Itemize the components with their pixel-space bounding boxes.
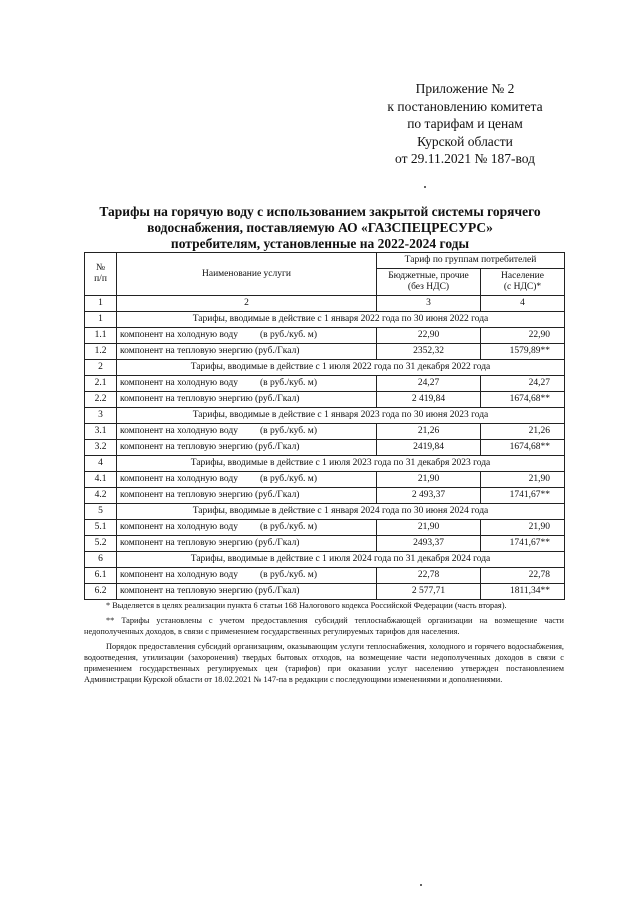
population-tariff: 1579,89** xyxy=(481,344,565,360)
service-cell xyxy=(117,520,377,536)
row-num: 1.1 xyxy=(85,328,117,344)
header-group xyxy=(377,253,565,269)
service-name: компонент на холодную воду xyxy=(120,378,238,388)
appendix-line: от 29.11.2021 № 187-вод xyxy=(395,151,535,166)
tariff-row xyxy=(85,488,565,504)
title-line: потребителям, установленные на 2022-2024 годы xyxy=(170,236,470,251)
row-num: 4.2 xyxy=(85,488,117,504)
header-num-label: № п/п xyxy=(94,263,107,284)
document-title xyxy=(70,204,570,252)
service-name: компонент на холодную воду xyxy=(120,522,238,532)
service-name: компонент на тепловую энергию (руб./Гкал) xyxy=(120,346,300,356)
tariff-table xyxy=(84,252,565,600)
service-cell xyxy=(117,472,377,488)
service-cell xyxy=(117,424,377,440)
service-cell xyxy=(117,584,377,600)
budget-tariff: 2 493,37 xyxy=(377,488,481,504)
service-name: компонент на тепловую энергию (руб./Гкал) xyxy=(120,490,300,500)
service-unit: (в руб./куб. м) xyxy=(260,378,317,388)
tariff-row xyxy=(85,520,565,536)
service-name: компонент на тепловую энергию (руб./Гкал) xyxy=(120,394,300,404)
index-cell: 2 xyxy=(117,296,377,312)
row-num: 6.1 xyxy=(85,568,117,584)
service-cell xyxy=(117,328,377,344)
service-cell xyxy=(117,376,377,392)
service-name: компонент на тепловую энергию (руб./Гкал) xyxy=(120,586,300,596)
population-tariff: 1741,67** xyxy=(481,536,565,552)
period-row xyxy=(85,312,565,328)
row-num: 3.2 xyxy=(85,440,117,456)
row-num: 2.2 xyxy=(85,392,117,408)
row-num: 2.1 xyxy=(85,376,117,392)
population-tariff: 1741,67** xyxy=(481,488,565,504)
appendix-block xyxy=(350,80,580,168)
tariff-row xyxy=(85,328,565,344)
appendix-line: к постановлению комитета xyxy=(387,98,543,114)
row-num: 5.2 xyxy=(85,536,117,552)
service-name: компонент на тепловую энергию (руб./Гкал) xyxy=(120,538,300,548)
tariff-row xyxy=(85,472,565,488)
period-title: Тарифы, вводимые в действие с 1 июля 2022 года по 31 декабря 2022 года xyxy=(117,360,565,376)
index-cell: 4 xyxy=(481,296,565,312)
period-title: Тарифы, вводимые в действие с 1 июля 2024 года по 31 декабря 2024 года xyxy=(117,552,565,568)
period-title: Тарифы, вводимые в действие с 1 января 2023 года по 30 июня 2023 года xyxy=(117,408,565,424)
service-cell xyxy=(117,536,377,552)
service-name: компонент на холодную воду xyxy=(120,474,238,484)
row-num: 4.1 xyxy=(85,472,117,488)
service-unit: (в руб./куб. м) xyxy=(260,426,317,436)
tariff-row xyxy=(85,376,565,392)
period-row xyxy=(85,504,565,520)
budget-tariff: 24,27 xyxy=(377,376,481,392)
budget-tariff: 21,90 xyxy=(377,472,481,488)
service-unit: (в руб./куб. м) xyxy=(260,330,317,340)
title-line: водоснабжения, поставляемую АО «ГАЗСПЕЦРЕСУРС» xyxy=(147,220,493,235)
population-tariff: 21,90 xyxy=(481,472,565,488)
header-name-label: Наименование услуги xyxy=(202,268,291,279)
service-name: компонент на холодную воду xyxy=(120,426,238,436)
budget-tariff: 2352,32 xyxy=(377,344,481,360)
budget-tariff: 21,90 xyxy=(377,520,481,536)
period-num: 3 xyxy=(85,408,117,424)
index-cell: 3 xyxy=(377,296,481,312)
budget-tariff: 2 577,71 xyxy=(377,584,481,600)
scan-speck xyxy=(424,186,426,188)
appendix-line: по тарифам и ценам xyxy=(407,116,523,131)
period-row xyxy=(85,360,565,376)
row-num: 6.2 xyxy=(85,584,117,600)
service-unit: (в руб./куб. м) xyxy=(260,570,317,580)
budget-tariff: 22,90 xyxy=(377,328,481,344)
period-num: 5 xyxy=(85,504,117,520)
period-num: 2 xyxy=(85,360,117,376)
header-name xyxy=(117,253,377,296)
budget-tariff: 2419,84 xyxy=(377,440,481,456)
period-row xyxy=(85,456,565,472)
tariff-row xyxy=(85,424,565,440)
budget-tariff: 2493,37 xyxy=(377,536,481,552)
title-line: Тарифы на горячую воду с использованием закрытой системы горячего xyxy=(99,204,541,219)
population-tariff: 1674,68** xyxy=(481,440,565,456)
service-name: компонент на тепловую энергию (руб./Гкал) xyxy=(120,442,300,452)
population-tariff: 22,90 xyxy=(481,328,565,344)
population-tariff: 24,27 xyxy=(481,376,565,392)
header-group-label: Тариф по группам потребителей xyxy=(404,255,537,265)
period-title: Тарифы, вводимые в действие с 1 января 2022 года по 30 июня 2022 года xyxy=(117,312,565,328)
tariff-row xyxy=(85,536,565,552)
service-cell xyxy=(117,568,377,584)
service-name: компонент на холодную воду xyxy=(120,570,238,580)
footnote-subsidy: ** Тарифы установлены с учетом предоставления субсидий теплоснабжающей организации на возмещение части недополученных доходов, в связи с применением государственных регулируемых тарифов для населения. xyxy=(84,616,564,636)
service-cell xyxy=(117,440,377,456)
population-tariff: 1674,68** xyxy=(481,392,565,408)
tariff-row xyxy=(85,568,565,584)
index-cell: 1 xyxy=(85,296,117,312)
population-tariff: 21,90 xyxy=(481,520,565,536)
period-row xyxy=(85,552,565,568)
tariff-row xyxy=(85,584,565,600)
service-name: компонент на холодную воду xyxy=(120,330,238,340)
period-num: 4 xyxy=(85,456,117,472)
header-num xyxy=(85,253,117,296)
header-population xyxy=(481,269,565,296)
header-budget xyxy=(377,269,481,296)
index-row xyxy=(85,296,565,312)
scan-speck xyxy=(420,884,422,886)
period-title: Тарифы, вводимые в действие с 1 июля 2023 года по 31 декабря 2023 года xyxy=(117,456,565,472)
service-unit: (в руб./куб. м) xyxy=(260,474,317,484)
population-tariff: 21,26 xyxy=(481,424,565,440)
period-title: Тарифы, вводимые в действие с 1 января 2024 года по 30 июня 2024 года xyxy=(117,504,565,520)
population-tariff: 1811,34** xyxy=(481,584,565,600)
tariff-row xyxy=(85,392,565,408)
footnote-vat: * Выделяется в целях реализации пункта 6 статьи 168 Налогового кодекса Российской Федерации (часть вторая). xyxy=(106,601,507,610)
service-cell xyxy=(117,488,377,504)
tariff-row xyxy=(85,344,565,360)
appendix-line: Курской области xyxy=(417,133,513,149)
row-num: 3.1 xyxy=(85,424,117,440)
population-tariff: 22,78 xyxy=(481,568,565,584)
period-row xyxy=(85,408,565,424)
period-num: 1 xyxy=(85,312,117,328)
service-unit: (в руб./куб. м) xyxy=(260,522,317,532)
tariff-row xyxy=(85,440,565,456)
footnotes xyxy=(84,600,564,689)
header-population-label: Население (с НДС)* xyxy=(501,271,544,292)
service-cell xyxy=(117,392,377,408)
period-num: 6 xyxy=(85,552,117,568)
row-num: 5.1 xyxy=(85,520,117,536)
budget-tariff: 22,78 xyxy=(377,568,481,584)
header-budget-label: Бюджетные, прочие (без НДС) xyxy=(388,271,469,292)
budget-tariff: 21,26 xyxy=(377,424,481,440)
service-cell xyxy=(117,344,377,360)
budget-tariff: 2 419,84 xyxy=(377,392,481,408)
row-num: 1.2 xyxy=(85,344,117,360)
footnote-procedure: Порядок предоставления субсидий организациям, оказывающим услуги теплоснабжения, холодного и горячего водоснабжения, водоотведения, утилизации (захоронения) твердых бытовых отходов, на возмещение части недополученных доходов в связи с применением государственных регулируемых цен (тарифов) при оказании услуг населению утвержден постановлением Администрации Курской области от 18.02.2021 № 147-па в редакции с последующими изменениями и дополнениями. xyxy=(84,642,564,684)
appendix-line: Приложение № 2 xyxy=(415,81,515,96)
